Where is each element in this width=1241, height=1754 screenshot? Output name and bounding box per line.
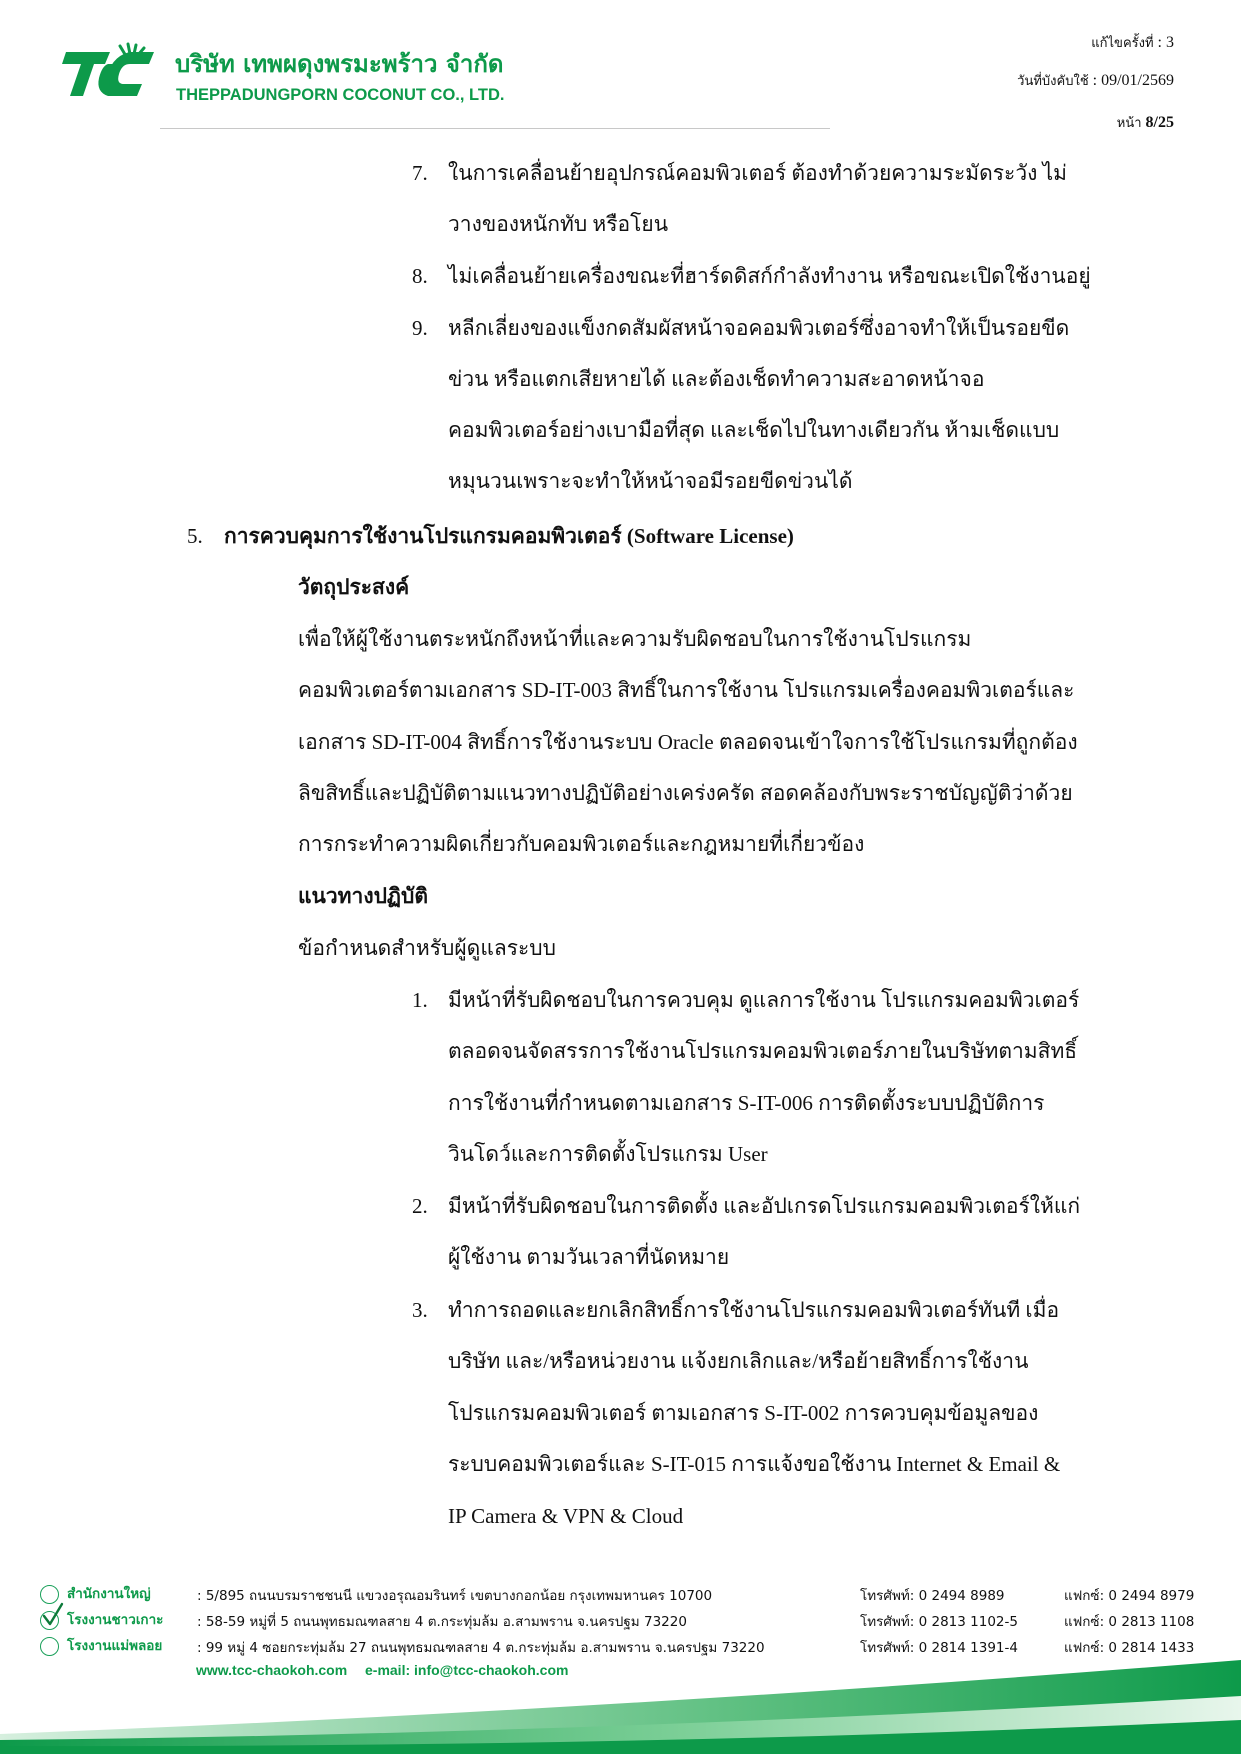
list-item-line: การใช้งานที่กำหนดตามเอกสาร S-IT-006 การติดตั้งระบบปฏิบัติการ <box>448 1091 1045 1115</box>
objective-line: ลิขสิทธิ์และปฏิบัติตามแนวทางปฏิบัติอย่างเคร่งครัด สอดคล้องกับพระราชบัญญัติว่าด้วย <box>298 781 1073 805</box>
guideline-heading: แนวทางปฏิบัติ <box>298 884 428 908</box>
section-title: การควบคุมการใช้งานโปรแกรมคอมพิวเตอร์ (Software License) <box>224 524 794 548</box>
site-address: : 99 หมู่ 4 ซอยกระทุ่มล้ม 27 ถนนพุทธมณฑลสาย 4 ต.กระทุ่มล้ม อ.สามพราน จ.นครปฐม 73220 <box>197 1640 765 1656</box>
list-item-line: หลีกเลี่ยงของแข็งกดสัมผัสหน้าจอคอมพิวเตอร์ซึ่งอาจทำให้เป็นรอยขีด <box>448 316 1070 340</box>
list-item-number: 8. <box>412 264 428 288</box>
list-item-line: บริษัท และ/หรือหน่วยงาน แจ้งยกเลิกและ/หรือย้ายสิทธิ์การใช้งาน <box>448 1349 1029 1373</box>
list-item-line: มีหน้าที่รับผิดชอบในการติดตั้ง และอัปเกรดโปรแกรมคอมพิวเตอร์ให้แก่ <box>448 1194 1081 1218</box>
checkmark-icon <box>40 1602 64 1628</box>
site-label: สำนักงานใหญ่ <box>67 1586 151 1602</box>
site-phone: โทรศัพท์: 0 2814 1391-4 <box>860 1640 1018 1656</box>
list-item-number: 3. <box>412 1298 428 1322</box>
header-divider <box>160 128 830 129</box>
site-fax: แฟกซ์: 0 2494 8979 <box>1064 1588 1195 1604</box>
footer-wave-decoration <box>0 1640 1241 1754</box>
revision-value: : 3 <box>1157 34 1174 51</box>
site-address: : 58-59 หมู่ที่ 5 ถนนพุทธมณฑลสาย 4 ต.กระทุ่มล้ม อ.สามพราน จ.นครปฐม 73220 <box>197 1614 687 1630</box>
list-item-line: วางของหนักทับ หรือโยน <box>448 212 669 236</box>
list-item-line: ผู้ใช้งาน ตามวันเวลาที่นัดหมาย <box>448 1245 730 1269</box>
footer-email-link[interactable]: e-mail: info@tcc-chaokoh.com <box>365 1662 569 1678</box>
footer-website-link[interactable]: www.tcc-chaokoh.com <box>196 1662 348 1678</box>
site-address: : 5/895 ถนนบรมราชชนนี แขวงอรุณอมรินทร์ เขตบางกอกน้อย กรุงเทพมหานคร 10700 <box>197 1588 713 1604</box>
list-item-number: 2. <box>412 1194 428 1218</box>
company-name-thai: บริษัท เทพผดุงพรมะพร้าว จำกัด <box>175 50 504 78</box>
company-name-english: THEPPADUNGPORN COCONUT CO., LTD. <box>176 86 505 104</box>
list-item-line: IP Camera & VPN & Cloud <box>448 1504 684 1528</box>
site-label: โรงงานชาวเกาะ <box>67 1612 164 1628</box>
objective-line: เพื่อให้ผู้ใช้งานตระหนักถึงหน้าที่และความรับผิดชอบในการใช้งานโปรแกรม <box>298 627 972 651</box>
objective-heading: วัตถุประสงค์ <box>298 575 410 599</box>
list-item-line: วินโดว์และการติดตั้งโปรแกรม User <box>448 1142 768 1166</box>
admin-subheading: ข้อกำหนดสำหรับผู้ดูแลระบบ <box>298 936 556 960</box>
list-item-line: คอมพิวเตอร์อย่างเบามือที่สุด และเช็ดไปในทางเดียวกัน ห้ามเช็ดแบบ <box>448 418 1060 442</box>
list-item-number: 7. <box>412 161 428 185</box>
page-number-value: 8/25 <box>1145 114 1174 131</box>
list-item-number: 9. <box>412 316 428 340</box>
revision-number <box>1091 32 1174 53</box>
site-phone: โทรศัพท์: 0 2813 1102-5 <box>860 1614 1018 1630</box>
list-item-line: มีหน้าที่รับผิดชอบในการควบคุม ดูแลการใช้งาน โปรแกรมคอมพิวเตอร์ <box>448 988 1080 1012</box>
list-item-line: ข่วน หรือแตกเสียหายได้ และต้องเช็ดทำความสะอาดหน้าจอ <box>448 367 985 391</box>
list-item-line: ในการเคลื่อนย้ายอุปกรณ์คอมพิวเตอร์ ต้องทำด้วยความระมัดระวัง ไม่ <box>448 161 1068 185</box>
list-item-line: ตลอดจนจัดสรรการใช้งานโปรแกรมคอมพิวเตอร์ภายในบริษัทตามสิทธิ์ <box>448 1039 1078 1063</box>
list-item-number: 1. <box>412 988 428 1012</box>
list-item-line: หมุนวนเพราะจะทำให้หน้าจอมีรอยขีดข่วนได้ <box>448 469 853 493</box>
list-item-line: ไม่เคลื่อนย้ายเครื่องขณะที่ฮาร์ดดิสก์กำลังทำงาน หรือขณะเปิดใช้งานอยู่ <box>448 264 1091 288</box>
site-phone: โทรศัพท์: 0 2494 8989 <box>860 1588 1005 1604</box>
effective-date-value: : 09/01/2569 <box>1092 72 1174 89</box>
effective-date <box>1017 70 1174 91</box>
objective-line: คอมพิวเตอร์ตามเอกสาร SD-IT-003 สิทธิ์ในการใช้งาน โปรแกรมเครื่องคอมพิวเตอร์และ <box>298 678 1075 702</box>
site-fax: แฟกซ์: 0 2813 1108 <box>1064 1614 1195 1630</box>
section-number: 5. <box>187 524 203 548</box>
site-label: โรงงานแม่พลอย <box>67 1638 163 1654</box>
objective-line: เอกสาร SD-IT-004 สิทธิ์การใช้งานระบบ Oracle ตลอดจนเข้าใจการใช้โปรแกรมที่ถูกต้อง <box>298 730 1078 754</box>
site-fax: แฟกซ์: 0 2814 1433 <box>1064 1640 1195 1656</box>
revision-label: แก้ไขครั้งที่ <box>1091 36 1154 51</box>
page-number <box>1117 112 1174 133</box>
page-number-label: หน้า <box>1116 116 1142 131</box>
objective-line: การกระทำความผิดเกี่ยวกับคอมพิวเตอร์และกฎหมายที่เกี่ยวข้อง <box>298 832 865 856</box>
tcc-logo <box>58 42 158 106</box>
effective-date-label: วันที่บังคับใช้ <box>1017 74 1089 89</box>
list-item-line: ทำการถอดและยกเลิกสิทธิ์การใช้งานโปรแกรมคอมพิวเตอร์ทันที เมื่อ <box>448 1298 1060 1322</box>
list-item-line: โปรแกรมคอมพิวเตอร์ ตามเอกสาร S-IT-002 การควบคุมข้อมูลของ <box>448 1401 1039 1425</box>
list-item-line: ระบบคอมพิวเตอร์และ S-IT-015 การแจ้งขอใช้งาน Internet & Email & <box>448 1452 1061 1476</box>
